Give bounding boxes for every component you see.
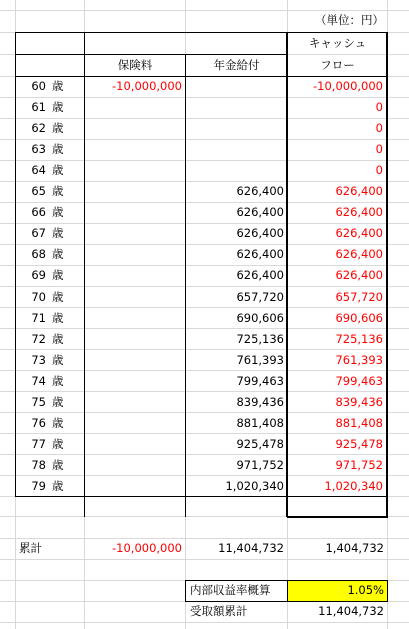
irr-box-border: [185, 580, 186, 602]
total-premium: -10,000,000: [112, 541, 182, 555]
row-age: 63: [31, 142, 46, 156]
row-age-unit: 歳: [52, 121, 64, 135]
row-pension: [186, 76, 284, 97]
row-age: 69: [31, 268, 46, 282]
row-cashflow: 1,020,340: [324, 479, 383, 493]
row-age-unit: 歳: [52, 332, 64, 346]
row-pension: 925,478: [236, 437, 284, 451]
row-age-unit: 歳: [52, 79, 64, 93]
row-premium: [85, 476, 182, 497]
row-pension: 690,606: [236, 311, 284, 325]
row-cashflow: 626,400: [335, 226, 383, 240]
row-age: 66: [31, 205, 46, 219]
header-pension: 年金給付: [213, 58, 260, 72]
received-total-label: 受取額累計: [190, 604, 248, 618]
gridline: [0, 559, 409, 560]
row-age-unit: 歳: [52, 205, 64, 219]
total-pension: 11,404,732: [218, 541, 284, 555]
row-age: 75: [31, 395, 46, 409]
row-pension: 626,400: [236, 226, 284, 240]
row-age-unit: 歳: [52, 416, 64, 430]
row-pension: 626,400: [236, 184, 284, 198]
row-age-unit: 歳: [52, 290, 64, 304]
row-age: 64: [31, 163, 46, 177]
row-premium: [85, 329, 182, 350]
row-cashflow: 725,136: [335, 332, 383, 346]
irr-box-border: [387, 580, 388, 602]
row-premium: [85, 350, 182, 371]
row-cashflow: 839,436: [335, 395, 383, 409]
row-cashflow: -10,000,000: [313, 79, 383, 93]
total-label: 累計: [19, 541, 42, 555]
row-premium: [85, 181, 182, 202]
row-cashflow: 690,606: [335, 311, 383, 325]
row-cashflow: 626,400: [335, 205, 383, 219]
header-premium: 保険料: [117, 58, 153, 72]
row-age-unit: 歳: [52, 458, 64, 472]
row-age-unit: 歳: [52, 353, 64, 367]
row-age: 76: [31, 416, 46, 430]
row-premium: [85, 287, 182, 308]
irr-value: 1.05%: [347, 583, 384, 597]
row-age: 77: [31, 437, 46, 451]
row-premium: [85, 265, 182, 286]
row-premium: [85, 118, 182, 139]
row-pension: 839,436: [236, 395, 284, 409]
row-premium: [85, 97, 182, 118]
row-cashflow: 657,720: [335, 290, 383, 304]
row-age: 60: [31, 79, 46, 93]
row-age: 71: [31, 311, 46, 325]
table-border: [386, 32, 388, 518]
row-pension: [186, 118, 284, 139]
row-age: 61: [31, 100, 46, 114]
row-pension: 1,020,340: [225, 479, 284, 493]
table-border: [287, 516, 388, 518]
row-age-unit: 歳: [52, 437, 64, 451]
row-age: 72: [31, 332, 46, 346]
row-premium: [85, 434, 182, 455]
row-premium: [85, 413, 182, 434]
row-age: 65: [31, 184, 46, 198]
table-border: [15, 54, 85, 55]
row-age-unit: 歳: [52, 163, 64, 177]
row-age: 68: [31, 247, 46, 261]
row-cashflow: 626,400: [335, 184, 383, 198]
row-cashflow: 0: [375, 163, 383, 177]
total-cashflow: 1,404,732: [325, 541, 384, 555]
row-pension: 626,400: [236, 247, 284, 261]
row-age-unit: 歳: [52, 395, 64, 409]
row-pension: 881,408: [236, 416, 284, 430]
row-cashflow: 626,400: [335, 268, 383, 282]
row-cashflow: 0: [375, 100, 383, 114]
row-age-unit: 歳: [52, 311, 64, 325]
row-age: 67: [31, 226, 46, 240]
row-pension: [186, 97, 284, 118]
row-premium: [85, 160, 182, 181]
row-premium: [85, 308, 182, 329]
row-age-unit: 歳: [52, 479, 64, 493]
row-pension: 626,400: [236, 268, 284, 282]
row-age: 79: [31, 479, 46, 493]
row-age: 74: [31, 374, 46, 388]
row-age: 73: [31, 353, 46, 367]
row-cashflow: 925,478: [335, 437, 383, 451]
row-premium: [85, 223, 182, 244]
row-pension: [186, 139, 284, 160]
row-premium: [85, 244, 182, 265]
row-age-unit: 歳: [52, 100, 64, 114]
row-age-unit: 歳: [52, 184, 64, 198]
row-age-unit: 歳: [52, 142, 64, 156]
gridline: [0, 622, 409, 623]
row-age-unit: 歳: [52, 268, 64, 282]
row-premium: -10,000,000: [112, 79, 182, 93]
row-pension: 657,720: [236, 290, 284, 304]
row-cashflow: 0: [375, 142, 383, 156]
row-premium: [85, 392, 182, 413]
unit-label: （単位：円）: [315, 13, 384, 27]
header-cashflow-line2: フロー: [320, 58, 355, 72]
row-pension: 626,400: [236, 205, 284, 219]
row-pension: 725,136: [236, 332, 284, 346]
row-pension: 799,463: [236, 374, 284, 388]
row-pension: 971,752: [236, 458, 284, 472]
row-pension: [186, 160, 284, 181]
row-age: 62: [31, 121, 46, 135]
row-cashflow: 881,408: [335, 416, 383, 430]
row-premium: [85, 455, 182, 476]
row-age-unit: 歳: [52, 226, 64, 240]
row-pension: 761,393: [236, 353, 284, 367]
row-age-unit: 歳: [52, 374, 64, 388]
row-age: 70: [31, 290, 46, 304]
row-cashflow: 971,752: [335, 458, 383, 472]
header-cashflow-line1: キャッシュ: [308, 36, 367, 50]
row-age-unit: 歳: [52, 247, 64, 261]
row-cashflow: 0: [375, 121, 383, 135]
row-age: 78: [31, 458, 46, 472]
irr-label: 内部収益率概算: [190, 583, 271, 597]
row-cashflow: 761,393: [335, 353, 383, 367]
received-total-value: 11,404,732: [318, 604, 384, 618]
row-premium: [85, 202, 182, 223]
row-premium: [85, 371, 182, 392]
row-cashflow: 799,463: [335, 374, 383, 388]
row-premium: [85, 139, 182, 160]
row-cashflow: 626,400: [335, 247, 383, 261]
